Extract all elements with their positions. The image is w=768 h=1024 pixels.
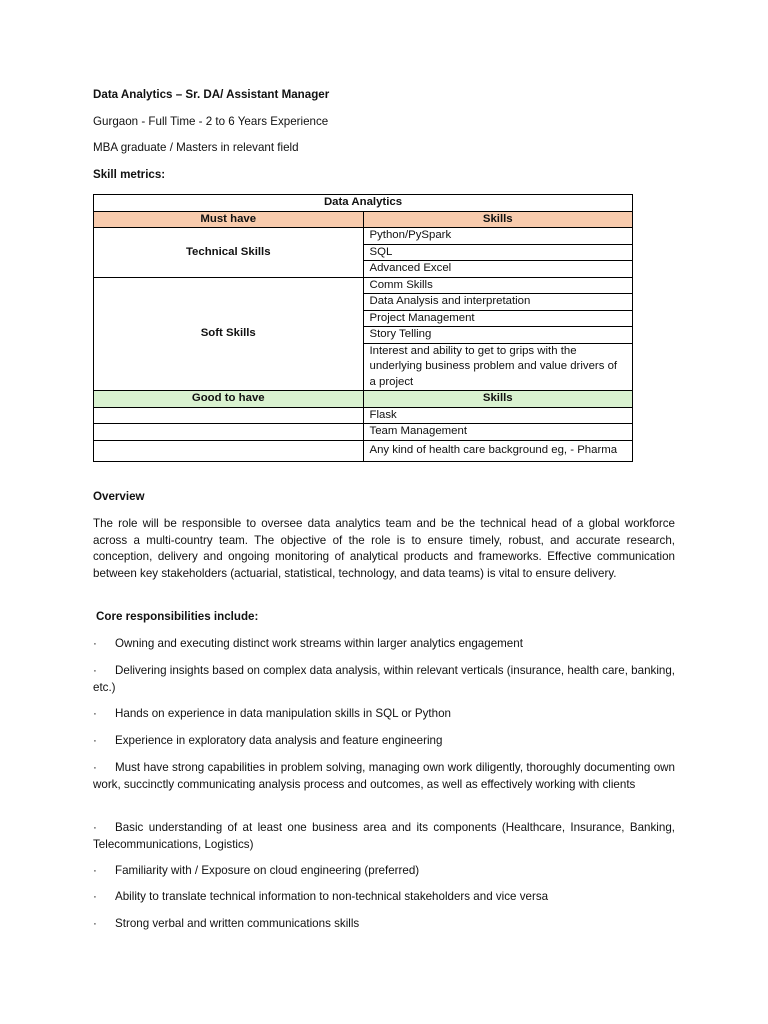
technical-skills-label: Technical Skills [94, 228, 364, 278]
bullet-dot: · [93, 890, 97, 903]
must-have-header-row [94, 211, 633, 228]
empty-cell [94, 407, 364, 424]
responsibilities-heading: Core responsibilities include: [96, 610, 259, 623]
skill-metrics-label: Skill metrics: [93, 168, 166, 181]
overview-heading: Overview [93, 490, 145, 503]
table-title: Data Analytics [94, 195, 633, 212]
bullet-dot: · [93, 821, 97, 834]
list-item-text: Strong verbal and written communications skills [115, 917, 360, 930]
list-item [93, 663, 675, 696]
skills-table [93, 194, 633, 462]
bullet-dot: · [93, 637, 97, 650]
list-item-text: Hands on experience in data manipulation skills in SQL or Python [115, 707, 451, 720]
list-item [93, 733, 675, 750]
education-line: MBA graduate / Masters in relevant field [93, 141, 299, 154]
good-skill-cell: Team Management [363, 424, 633, 441]
technical-skill-cell: Advanced Excel [363, 261, 633, 278]
good-to-have-header-row [94, 391, 633, 408]
empty-cell [94, 440, 364, 461]
soft-skill-cell: Project Management [363, 310, 633, 327]
good-skills-header: Skills [363, 391, 633, 408]
soft-skill-cell: Data Analysis and interpretation [363, 294, 633, 311]
location-line: Gurgaon - Full Time - 2 to 6 Years Experience [93, 115, 329, 128]
good-skill-cell: Any kind of health care background eg, - Pharma [363, 440, 633, 461]
list-item [93, 820, 675, 853]
must-have-label: Must have [94, 211, 364, 228]
good-skill-cell: Flask [363, 407, 633, 424]
job-title: Data Analytics – Sr. DA/ Assistant Manager [93, 88, 330, 101]
skills-header: Skills [363, 211, 633, 228]
list-item [93, 863, 675, 880]
list-item [93, 760, 675, 793]
list-item [93, 916, 675, 933]
list-item [93, 636, 675, 653]
bullet-dot: · [93, 707, 97, 720]
list-item-text: Must have strong capabilities in problem solving, managing own work diligently, thoroughly documenting own work, succinctly communicating analysis process and outcomes, as well as effectively working with clients [93, 761, 675, 791]
bullet-dot: · [93, 761, 97, 774]
list-item-text: Ability to translate technical information to non-technical stakeholders and vice versa [115, 890, 549, 903]
soft-skill-cell: Comm Skills [363, 277, 633, 294]
list-item-text: Familiarity with / Exposure on cloud engineering (preferred) [115, 864, 420, 877]
bullet-dot: · [93, 734, 97, 747]
soft-skill-cell: Story Telling [363, 327, 633, 344]
list-item-text: Owning and executing distinct work streams within larger analytics engagement [115, 637, 523, 650]
good-to-have-label: Good to have [94, 391, 364, 408]
technical-skill-cell: Python/PySpark [363, 228, 633, 245]
list-item-text: Experience in exploratory data analysis and feature engineering [115, 734, 443, 747]
technical-skill-cell: SQL [363, 244, 633, 261]
list-item-text: Basic understanding of at least one business area and its components (Healthcare, Insurance, Banking, Telecommunications, Logistics) [93, 821, 675, 851]
list-item [93, 706, 675, 723]
bullet-dot: · [93, 664, 97, 677]
list-item [93, 889, 675, 906]
soft-skills-label: Soft Skills [94, 277, 364, 391]
empty-cell [94, 424, 364, 441]
overview-text: The role will be responsible to oversee data analytics team and be the technical head of a global workforce across a multi-country team. The objective of the role is to ensure timely, robust, and accurate research, conception, delivery and ongoing monitoring of analytical products and frameworks. Effective communication between key stakeholders (actuarial, statistical, technology, and data teams) is vital to ensure delivery. [93, 517, 675, 580]
soft-skill-cell: Interest and ability to get to grips with the underlying business problem and value drivers of a project [363, 343, 633, 391]
bullet-dot: · [93, 864, 97, 877]
list-item-text: Delivering insights based on complex data analysis, within relevant verticals (insurance, health care, banking, etc.) [93, 664, 676, 694]
bullet-dot: · [93, 917, 97, 930]
